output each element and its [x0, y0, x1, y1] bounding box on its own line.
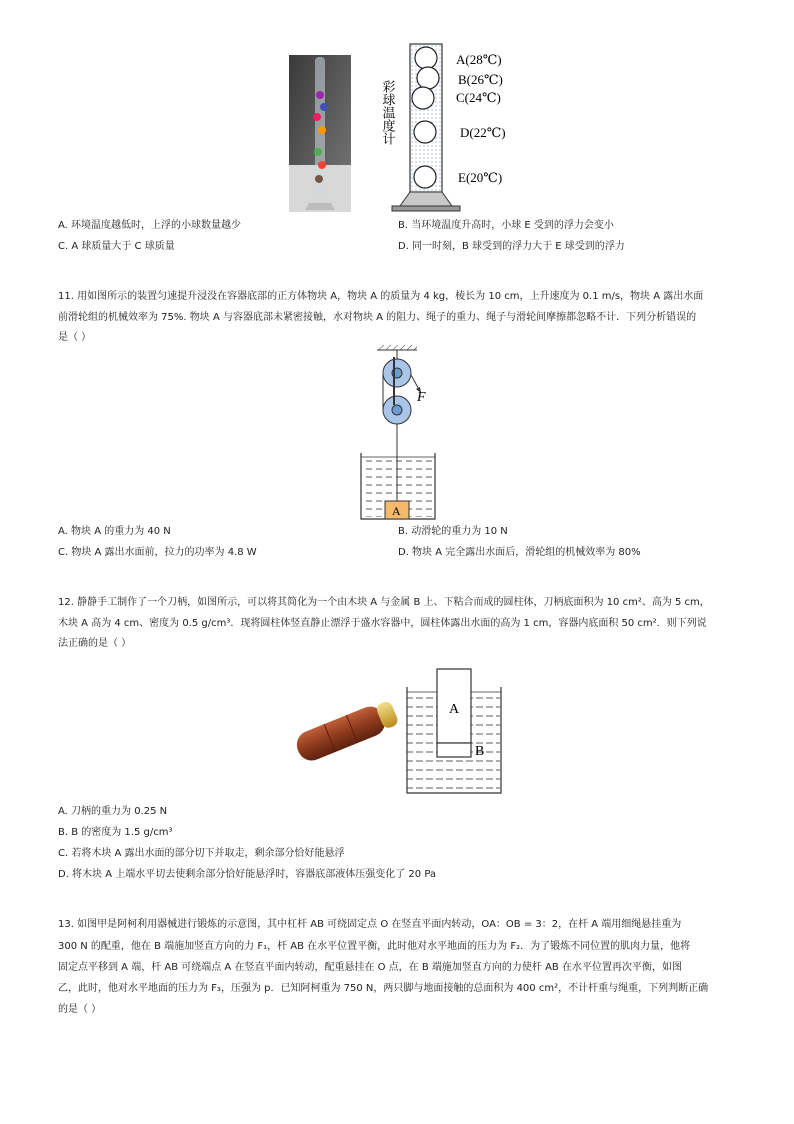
- cylinder-label-b: B: [475, 744, 485, 759]
- galileo-thermometer-photo: [289, 55, 351, 212]
- q11-stem-line-3: 是（ ）: [58, 332, 92, 343]
- wooden-knife-handle-photo: [290, 688, 405, 773]
- q12-stem-line-2: 木块 A 高为 4 cm、密度为 0.5 g/cm³．现将圆柱体竖直静止漂浮于盛水容器中，圆柱体露出水面的高为 1 cm，容器内底面积 50 cm²．则下列说: [58, 618, 707, 629]
- q10-option-d[interactable]: D. 同一时刻，B 球受到的浮力大于 E 球受到的浮力: [398, 241, 625, 252]
- q13-stem-line-4: 乙，此时，他对水平地面的压力为 F₃，压强为 p．已知阿柯重为 750 N，两只脚与地面接触的总面积为 400 cm²，不计杆重与绳重，下列判断正确: [58, 983, 709, 994]
- pulley-system-diagram: [355, 345, 445, 523]
- q12-option-c[interactable]: C. 若将木块 A 露出水面的部分切下并取走，剩余部分恰好能悬浮: [58, 848, 345, 859]
- q10-option-a[interactable]: A. 环境温度越低时，上浮的小球数量越少: [58, 220, 242, 231]
- q10-option-c[interactable]: C. A 球质量大于 C 球质量: [58, 241, 175, 252]
- q13-stem-line-5: 的是（ ）: [58, 1004, 102, 1015]
- ball-label-c: C(24℃): [456, 90, 501, 105]
- q12-stem-line-3: 法正确的是（ ）: [58, 638, 132, 649]
- thermometer-side-label: 彩球温度计: [380, 80, 396, 145]
- q13-stem-line-3: 固定点平移到 A 端，杆 AB 可绕端点 A 在竖直平面内转动，配重悬挂在 O 点，在 B 端施加竖直方向的力使杆 AB 在水平位置再次平衡，如图: [58, 962, 682, 973]
- q12-option-d[interactable]: D. 将木块 A 上端水平切去使剩余部分恰好能悬浮时，容器底部液体压强变化了 20 Pa: [58, 869, 437, 880]
- q12-option-a[interactable]: A. 刀柄的重力为 0.25 N: [58, 806, 168, 817]
- ball-label-e: E(20℃): [458, 170, 503, 185]
- cylinder-label-a: A: [449, 702, 460, 717]
- q11-stem-line-1: 11. 用如图所示的装置匀速提升浸没在容器底部的正方体物块 A，物块 A 的质量为 4 kg，棱长为 10 cm，上升速度为 0.1 m/s，物块 A 露出水面: [58, 291, 704, 302]
- q12-option-b[interactable]: B. B 的密度为 1.5 g/cm³: [58, 827, 173, 838]
- floating-cylinder-diagram: [405, 667, 515, 795]
- q13-stem-line-1: 13. 如图甲是阿柯利用器械进行锻炼的示意图，其中杠杆 AB 可绕固定点 O 在竖直平面内转动，OA：OB = 3：2，在杆 A 端用细绳悬挂重为: [58, 919, 682, 930]
- q11-stem-line-2: 前滑轮组的机械效率为 75%. 物块 A 与容器底部未紧密接触，水对物块 A 的阻力、绳子的重力、绳子与滑轮间摩擦都忽略不计．下列分析错误的: [58, 312, 697, 323]
- ball-label-a: A(28℃): [456, 52, 502, 67]
- color-ball-thermometer-diagram: [378, 40, 528, 215]
- galileo-thermometer-photo-icon: [289, 55, 351, 212]
- q11-option-c[interactable]: C. 物块 A 露出水面前，拉力的功率为 4.8 W: [58, 547, 257, 558]
- wooden-knife-handle-photo-icon: [290, 688, 405, 773]
- force-label-f: F: [417, 390, 426, 405]
- q12-stem-line-1: 12. 静静手工制作了一个刀柄，如图所示，可以将其简化为一个由木块 A 与金属 B 上、下粘合而成的圆柱体，刀柄底面积为 10 cm²、高为 5 cm，: [58, 597, 710, 608]
- q11-option-d[interactable]: D. 物块 A 完全露出水面后，滑轮组的机械效率为 80%: [398, 547, 641, 558]
- ball-label-b: B(26℃): [458, 72, 503, 87]
- q10-option-b[interactable]: B. 当环境温度升高时，小球 E 受到的浮力会变小: [398, 220, 614, 231]
- q13-stem-line-2: 300 N 的配重，他在 B 端施加竖直方向的力 F₁，杆 AB 在水平位置平衡，此时他对水平地面的压力为 F₂．为了锻炼不同位置的肌肉力量，他将: [58, 941, 691, 952]
- block-label-a: A: [392, 504, 401, 518]
- q11-option-a[interactable]: A. 物块 A 的重力为 40 N: [58, 526, 171, 537]
- q11-option-b[interactable]: B. 动滑轮的重力为 10 N: [398, 526, 508, 537]
- ball-label-d: D(22℃): [460, 125, 506, 140]
